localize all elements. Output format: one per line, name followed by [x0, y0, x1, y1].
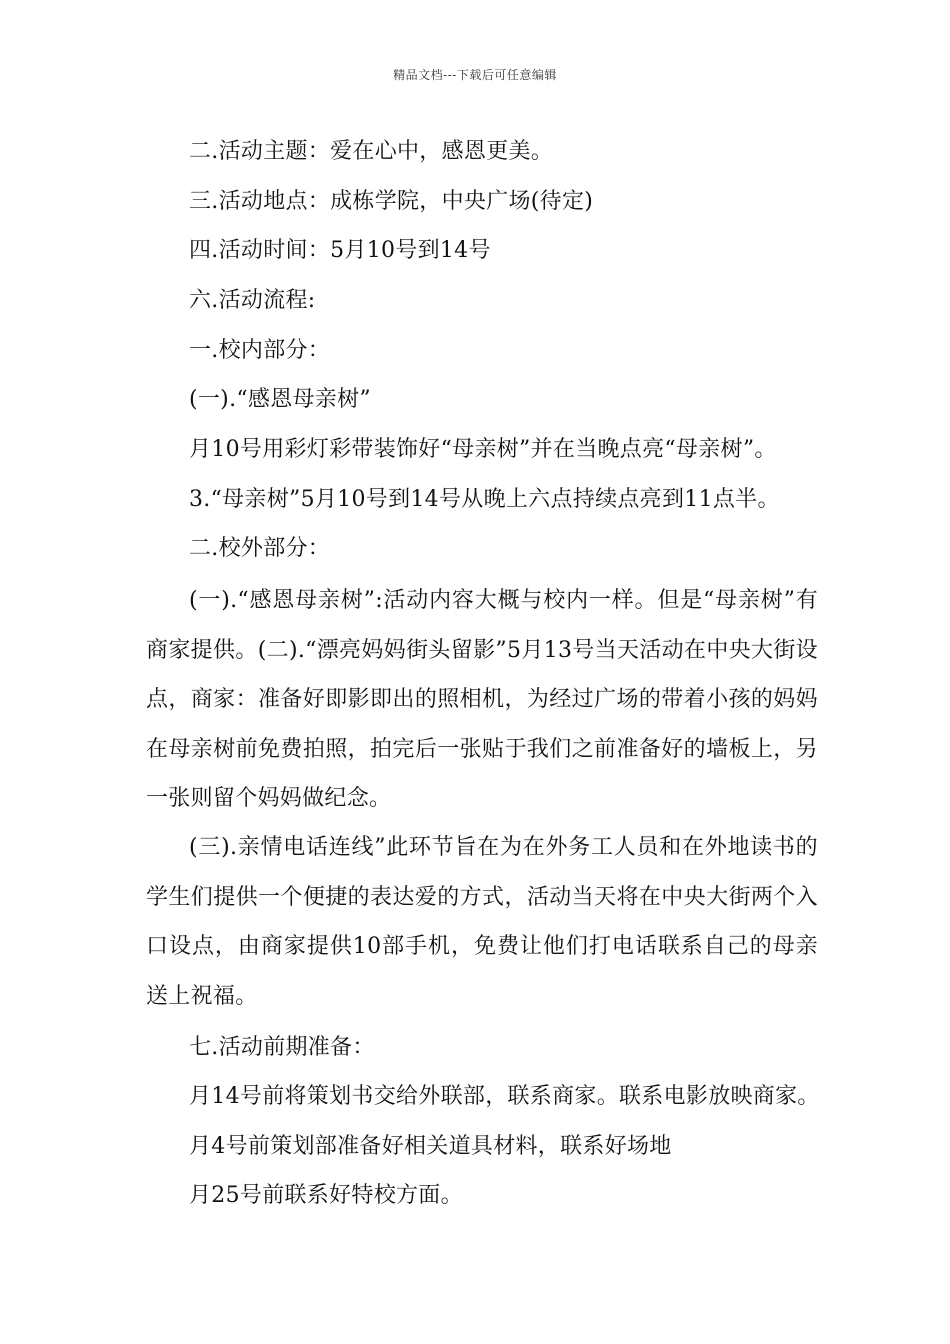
preparation-item-1: 月14号前将策划书交给外联部，联系商家。联系电影放映商家。 — [189, 1084, 820, 1109]
activity-location-line: 三.活动地点：成栋学院，中央广场(待定) — [189, 189, 594, 214]
activity-time-line: 四.活动时间：5月10号到14号 — [189, 238, 491, 263]
preparation-item-2: 月4号前策划部准备好相关道具材料，联系好场地 — [189, 1134, 672, 1159]
phone-connection-paragraph: (三).亲情电话连线”此环节旨在为在外务工人员和在外地读书的学生们提供一个便捷的表达爱的方式，活动当天将在中央大街两个入口设点，由商家提供10部手机，免费让他们打电话联系自己的母亲送上祝福。 — [146, 835, 818, 1009]
mother-tree-lighting-line: 3.“母亲树”5月10号到14号从晚上六点持续点亮到11点半。 — [189, 487, 780, 512]
activity-theme-line: 二.活动主题：爱在心中，感恩更美。 — [189, 139, 554, 164]
preparation-heading: 七.活动前期准备： — [189, 1035, 375, 1060]
off-campus-heading: 二.校外部分： — [189, 536, 331, 561]
off-campus-paragraph: (一).“感恩母亲树”:活动内容大概与校内一样。但是“母亲树”有商家提供。(二).“漂亮妈妈街头留影”5月13号当天活动在中央大街设点，商家：准备好即影即出的照相机，为经过广场的带着小孩的妈妈在母亲树前免费拍照，拍完后一张贴于我们之前准备好的墙板上，另一张则留个妈妈做纪念。 — [146, 588, 818, 811]
activity-process-heading: 六.活动流程: — [189, 288, 316, 313]
on-campus-heading: 一.校内部分： — [189, 338, 331, 363]
page-header: 精品文档---下载后可任意编辑 — [393, 68, 557, 82]
preparation-item-3: 月25号前联系好特校方面。 — [189, 1183, 463, 1208]
mother-tree-decoration-line: 月10号用彩灯彩带装饰好“母亲树”并在当晚点亮“母亲树”。 — [189, 437, 777, 462]
mother-tree-heading: (一).“感恩母亲树” — [189, 387, 371, 412]
